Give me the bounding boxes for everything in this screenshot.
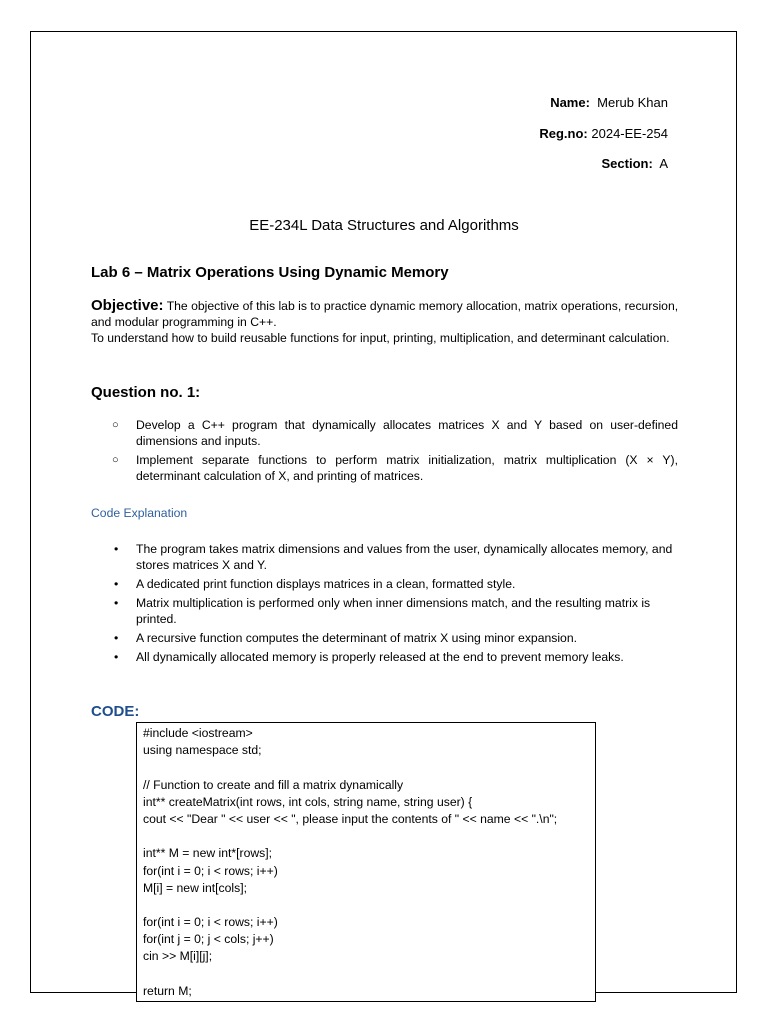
code-line: // Function to create and fill a matrix dynamically [143, 777, 404, 792]
explanation-list [112, 541, 678, 668]
code-heading: CODE: [91, 703, 140, 720]
code-line: int** M = new int*[rows]; [143, 846, 273, 861]
code-line [143, 897, 589, 914]
code-explanation-heading: Code Explanation [91, 506, 188, 520]
bullet-icon: • [114, 577, 119, 591]
bullet-icon: • [114, 596, 119, 610]
circle-bullet-icon: ○ [112, 454, 119, 466]
section-value: A [659, 156, 668, 171]
regno-value: 2024-EE-254 [591, 126, 668, 141]
bullet-icon: • [114, 631, 119, 645]
bullet-icon: • [114, 650, 119, 664]
code-line [143, 966, 589, 983]
code-line: for(int j = 0; j < cols; j++) [143, 932, 274, 947]
code-line: int** createMatrix(int rows, int cols, string name, string user) { [143, 794, 473, 809]
list-item-text: A dedicated print function displays matrices in a clean, formatted style. [136, 577, 516, 591]
list-item [112, 595, 678, 627]
list-item [112, 452, 678, 484]
regno-label: Reg.no: [539, 126, 588, 141]
list-item-text: A recursive function computes the determinant of matrix X using minor expansion. [136, 631, 577, 645]
code-block [136, 722, 596, 1002]
section-line [602, 156, 668, 171]
list-item-text: All dynamically allocated memory is properly released at the end to prevent memory leaks. [136, 650, 624, 664]
objective-section [91, 298, 681, 346]
code-line: for(int i = 0; i < rows; i++) [143, 915, 278, 930]
list-item [112, 541, 678, 573]
circle-bullet-icon: ○ [112, 419, 119, 431]
question-list [112, 417, 678, 487]
list-item-text: Develop a C++ program that dynamically allocates matrices X and Y based on user-defined dimensions and inputs. [136, 418, 678, 448]
code-line: return M; [143, 983, 192, 998]
objective-text: The objective of this lab is to practice dynamic memory allocation, matrix operations, recursion, and modular programming in C++. [91, 299, 679, 329]
code-line: for(int i = 0; i < rows; i++) [143, 863, 278, 878]
name-value: Merub Khan [597, 95, 668, 110]
name-line [550, 95, 668, 110]
code-line: #include <iostream> [143, 726, 253, 740]
objective-label: Objective: [91, 297, 164, 314]
list-item [112, 649, 678, 665]
code-line [143, 828, 589, 845]
code-line: M[i] = new int[cols]; [143, 880, 247, 895]
list-item [112, 630, 678, 646]
section-label: Section: [601, 156, 653, 171]
code-line [143, 759, 589, 776]
regno-line [539, 126, 668, 141]
list-item-text: Implement separate functions to perform matrix initialization, matrix multiplication (X × Y), determinant calculation of X, and printing of matrices. [136, 453, 678, 483]
list-item-text: Matrix multiplication is performed only when inner dimensions match, and the resulting matrix is printed. [136, 596, 651, 626]
list-item [112, 417, 678, 449]
code-line: cin >> M[i][j]; [143, 949, 213, 964]
list-item [112, 576, 678, 592]
course-title: EE-234L Data Structures and Algorithms [249, 217, 519, 234]
list-item-text: The program takes matrix dimensions and values from the user, dynamically allocates memory, and stores matrices X and Y. [136, 542, 673, 572]
lab-title: Lab 6 – Matrix Operations Using Dynamic Memory [91, 264, 449, 281]
bullet-icon: • [114, 542, 119, 556]
question-title: Question no. 1: [91, 384, 201, 401]
code-line: cout << "Dear " << user << ", please input the contents of " << name << ".\n"; [143, 811, 558, 826]
code-line: using namespace std; [143, 743, 262, 758]
objective-text-2: To understand how to build reusable functions for input, printing, multiplication, and determinant calculation. [91, 331, 670, 345]
name-label: Name: [550, 95, 590, 110]
